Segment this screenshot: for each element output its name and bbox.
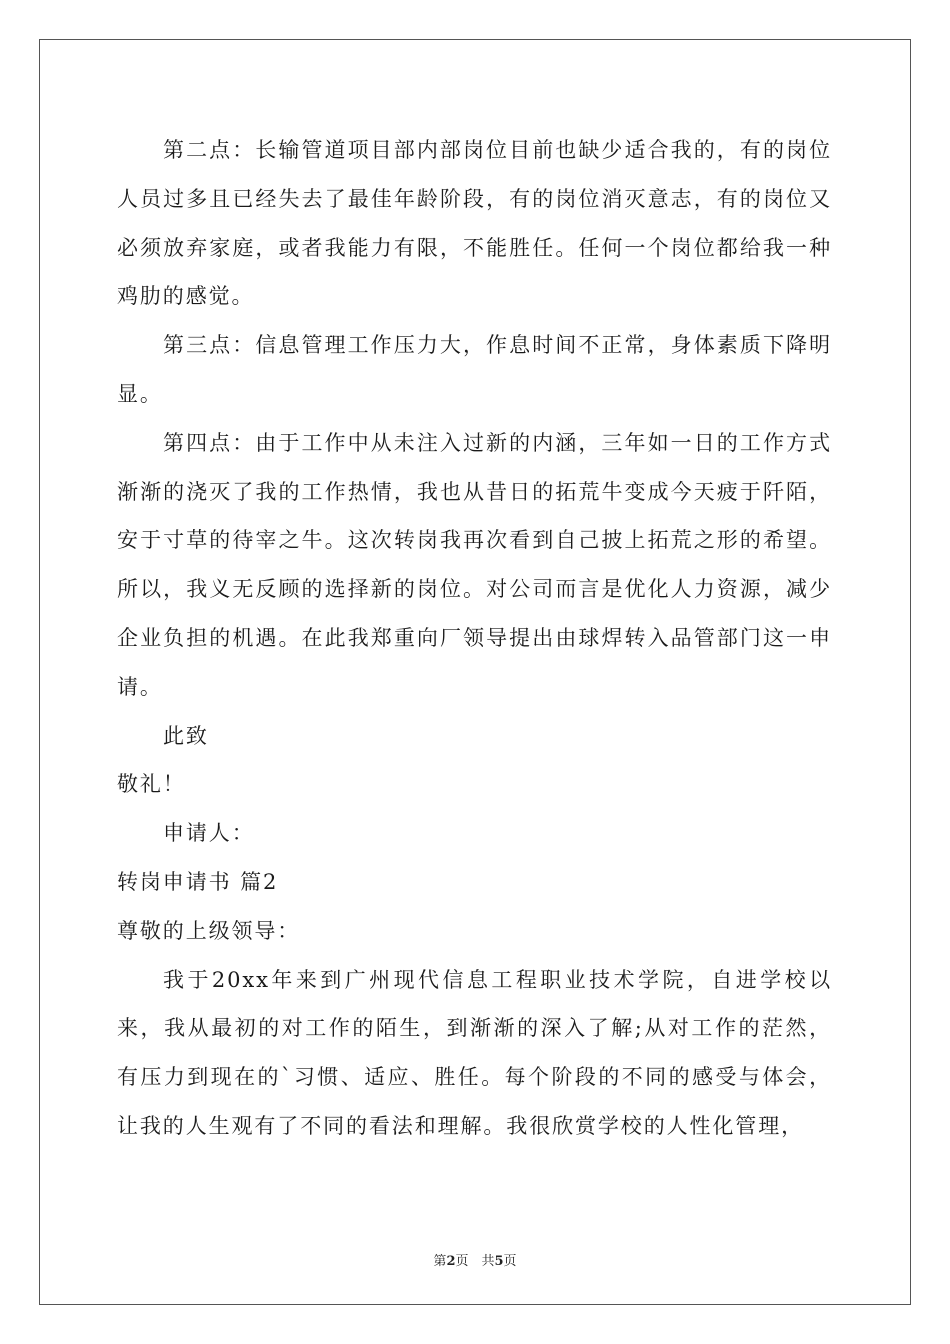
- closing-regards: 敬礼！: [117, 772, 186, 797]
- footer-prefix: 第: [433, 1254, 447, 1269]
- letter-greeting: 尊敬的上级领导：: [117, 918, 301, 943]
- footer-current-page: 2: [446, 1254, 456, 1269]
- footer-middle: 页 共: [455, 1254, 495, 1269]
- page-footer: [0, 1250, 950, 1269]
- paragraph-intro: 我于20xx年来到广州现代信息工程职业技术学院，自进学校以来，我从最初的对工作的陌生，到渐渐的深入了解;从对工作的茫然，有压力到现在的`习惯、适应、胜任。每个阶段的不同的感受与体会，让我的人生观有了不同的看法和理解。我很欣赏学校的人性化管理，: [117, 967, 832, 1138]
- paragraph-point-three: 第三点：信息管理工作压力大，作息时间不正常，身体素质下降明显。: [117, 333, 832, 406]
- applicant-label: 申请人：: [163, 821, 255, 846]
- closing-salutation: 此致: [163, 723, 209, 748]
- footer-suffix: 页: [503, 1254, 517, 1269]
- paragraph-point-four: 第四点：由于工作中从未注入过新的内涵，三年如一日的工作方式渐渐的浇灭了我的工作热情，我也从昔日的拓荒牛变成今天疲于阡陌，安于寸草的待宰之牛。这次转岗我再次看到自己披上拓荒之形的希望。所以，我义无反顾的选择新的岗位。对公司而言是优化人力资源，减少企业负担的机遇。在此我郑重向厂领导提出由球焊转入品管部门这一申请。: [117, 430, 832, 699]
- section-heading: 转岗申请书 篇2: [117, 869, 279, 894]
- footer-total-pages: 5: [494, 1254, 504, 1269]
- document-body: [117, 126, 832, 1151]
- paragraph-point-two: 第二点：长输管道项目部内部岗位目前也缺少适合我的，有的岗位人员过多且已经失去了最佳年龄阶段，有的岗位消灭意志，有的岗位又必须放弃家庭，或者我能力有限，不能胜任。任何一个岗位都给我一种鸡肋的感觉。: [117, 138, 832, 309]
